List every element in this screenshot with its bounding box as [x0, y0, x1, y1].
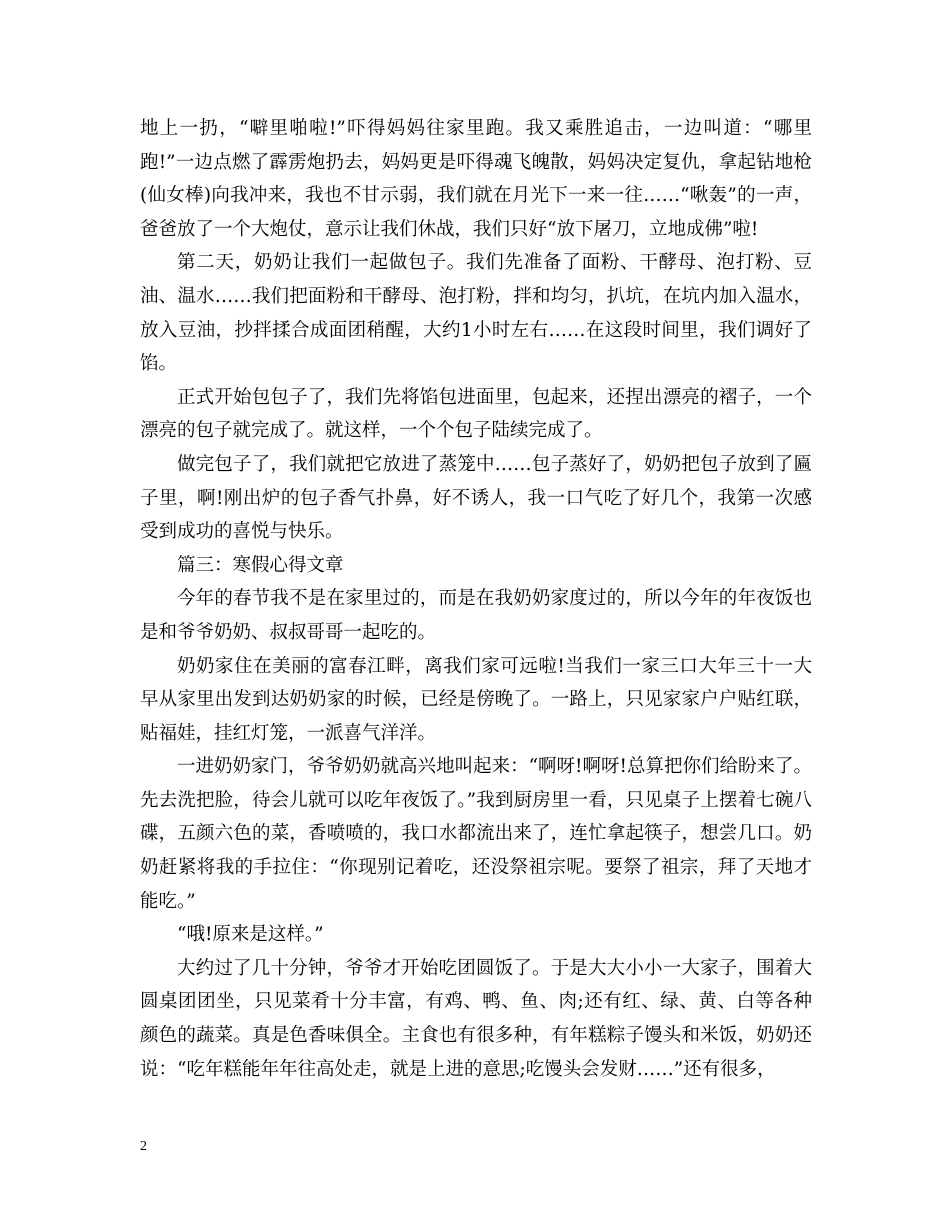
body-text: [140, 112, 812, 1086]
paragraph-9: 大约过了几十分钟，爷爷才开始吃团圆饭了。于是大大小小一大家子，围着大圆桌团团坐，只见菜肴十分丰富，有鸡、鸭、鱼、肉;还有红、绿、黄、白等各种颜色的蔬菜。真是色香味俱全。主食也有很多种，有年糕粽子馒头和米饭，奶奶还说：“吃年糕能年年往高处走，就是上进的意思;吃馒头会发财……”还有很多，: [140, 957, 812, 1080]
paragraph-4: 做完包子了，我们就把它放进了蒸笼中……包子蒸好了，奶奶把包子放到了匾子里，啊!刚出炉的包子香气扑鼻，好不诱人，我一口气吃了好几个，我第一次感受到成功的喜悦与快乐。: [140, 453, 812, 543]
paragraph-3: 正式开始包包子了，我们先将馅包进面里，包起来，还捏出漂亮的褶子，一个漂亮的包子就完成了。就这样，一个个包子陆续完成了。: [140, 386, 812, 442]
paragraph-5: 今年的春节我不是在家里过的，而是在我奶奶家度过的，所以今年的年夜饭也是和爷爷奶奶、叔叔哥哥一起吃的。: [140, 588, 812, 643]
section-heading: 篇三：寒假心得文章: [177, 554, 344, 576]
paragraph-2: 第二天，奶奶让我们一起做包子。我们先准备了面粉、干酵母、泡打粉、豆油、温水……我们把面粉和干酵母、泡打粉，拌和均匀，扒坑，在坑内加入温水，放入豆油，抄拌揉合成面团稍醒，大约1小时左右……在这段时间里，我们调好了馅。: [140, 252, 812, 375]
page-number: 2: [140, 1139, 147, 1154]
paragraph-6: 奶奶家住在美丽的富春江畔，离我们家可远啦!当我们一家三口大年三十一大早从家里出发到达奶奶家的时候，已经是傍晚了。一路上，只见家家户户贴红联，贴福娃，挂红灯笼，一派喜气洋洋。: [140, 655, 812, 744]
paragraph-7: 一进奶奶家门，爷爷奶奶就高兴地叫起来：“啊呀!啊呀!总算把你们给盼来了。先去洗把脸，待会儿就可以吃年夜饭了。”我到厨房里一看，只见桌子上摆着七碗八碟，五颜六色的菜，香喷喷的，我口水都流出来了，连忙拿起筷子，想尝几口。奶奶赶紧将我的手拉住：“你现别记着吃，还没祭祖宗呢。要祭了祖宗，拜了天地才能吃。”: [140, 756, 812, 912]
paragraph-1: 地上一扔，“噼里啪啦!”吓得妈妈往家里跑。我又乘胜追击，一边叫道：“哪里跑!”一边点燃了霹雳炮扔去，妈妈更是吓得魂飞魄散，妈妈决定复仇，拿起钻地枪(仙女棒)向我冲来，我也不甘示弱，我们就在月光下一来一往……“啾轰”的一声，爸爸放了一个大炮仗，意示让我们休战，我们只好“放下屠刀，立地成佛”啦!: [140, 118, 812, 240]
paragraph-8: “哦!原来是这样。”: [177, 924, 324, 946]
